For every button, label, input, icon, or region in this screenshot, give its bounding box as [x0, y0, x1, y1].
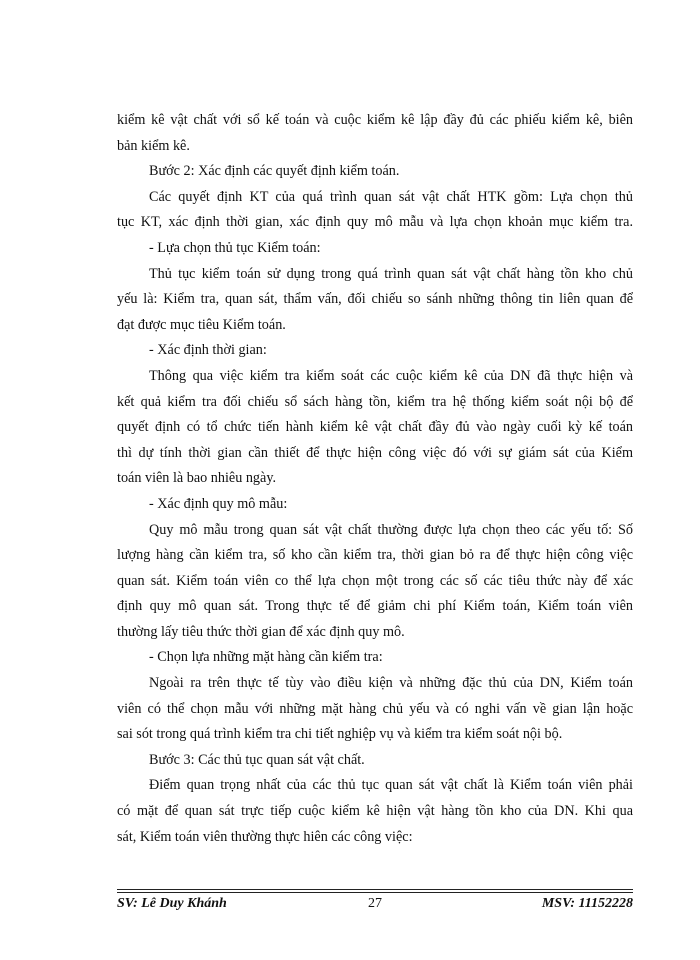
text-line: đạt được mục tiêu Kiểm toán.: [117, 316, 286, 333]
footer-student-id: MSV: 11152228: [541, 896, 633, 911]
footer-student-name: SV: Lê Duy Khánh: [117, 896, 227, 911]
text-line: bản kiểm kê.: [117, 137, 190, 154]
text-line: kiểm kê vật chất với sổ kế toán và cuộc kiểm kê lập đầy đủ các phiếu kiểm kê, biên: [117, 112, 633, 128]
text-line: toán viên là bao nhiêu ngày.: [117, 470, 277, 487]
body-text: [117, 108, 633, 850]
text-line: lượng hàng cần kiểm tra, số kho cần kiểm tra, thời gian bỏ ra để thực hiện công việc: [117, 547, 633, 564]
text-line: Điểm quan trọng nhất của các thủ tục quan sát vật chất là Kiểm toán viên phải: [149, 777, 633, 794]
text-line: - Lựa chọn thủ tục Kiểm toán:: [149, 239, 321, 256]
text-line: kết quả kiểm tra đối chiếu sổ sách hàng tồn, kiểm tra hệ thống kiểm soát nội bộ để: [117, 393, 633, 410]
text-line: định quy mô quan sát. Trong thực tế để giảm chi phí Kiểm toán, Kiểm toán viên: [117, 598, 633, 615]
text-line: - Xác định quy mô mẫu:: [149, 495, 288, 512]
page-footer: [117, 896, 633, 916]
text-line: Các quyết định KT của quá trình quan sát vật chất HTK gồm: Lựa chọn thủ: [149, 188, 633, 205]
text-line: - Xác định thời gian:: [149, 342, 267, 359]
text-line: Bước 3: Các thủ tục quan sát vật chất.: [149, 751, 365, 768]
footer-divider: [117, 889, 633, 893]
text-line: Quy mô mẫu trong quan sát vật chất thường được lựa chọn theo các yếu tố: Số: [149, 521, 633, 538]
text-line: yếu là: Kiểm tra, quan sát, thẩm vấn, đối chiếu so sánh những thông tin liên quan để: [117, 291, 633, 308]
footer-page-number: 27: [368, 896, 382, 911]
text-line: Ngoài ra trên thực tế tùy vào điều kiện và những đặc thủ của DN, Kiểm toán: [149, 675, 633, 692]
text-line: quan sát. Kiểm toán viên co thể lựa chọn một trong các số các tiêu thức này để xác: [117, 572, 633, 589]
text-line: Thông qua việc kiểm tra kiểm soát các cuộc kiểm kê của DN đã thực hiện và: [149, 367, 633, 384]
text-line: tục KT, xác định thời gian, xác định quy mô mẫu và lựa chọn khoản mục kiểm tra.: [117, 214, 633, 231]
text-line: viên có thể chọn mẫu với những mặt hàng chủ yếu và có nghi vấn về gian lận hoặc: [117, 700, 633, 717]
text-line: thì dự tính thời gian cần thiết để thực hiện công việc đó với sự giám sát của Kiểm: [117, 444, 633, 461]
text-line: sai sót trong quá trình kiểm tra chi tiết nghiệp vụ và kiểm tra kiểm soát nội bộ.: [117, 726, 563, 743]
text-line: Thủ tục kiểm toán sử dụng trong quá trình quan sát vật chất hàng tồn kho chủ: [149, 265, 633, 282]
text-line: thường lấy tiêu thức thời gian để xác định quy mô.: [117, 623, 405, 640]
text-line: có mặt để quan sát trực tiếp cuộc kiểm kê hiện vật hàng tồn kho của DN. Khi qua: [117, 803, 633, 820]
text-line: - Chọn lựa những mặt hàng cần kiểm tra:: [149, 649, 383, 666]
text-line: Bước 2: Xác định các quyết định kiểm toán.: [149, 163, 400, 180]
text-line: sát, Kiểm toán viên thường thực hiên các công việc:: [117, 828, 413, 845]
text-line: quyết định có tổ chức tiến hành kiểm kê vật chất đầy đủ vào ngày cuối kỳ kế toán: [117, 419, 633, 436]
